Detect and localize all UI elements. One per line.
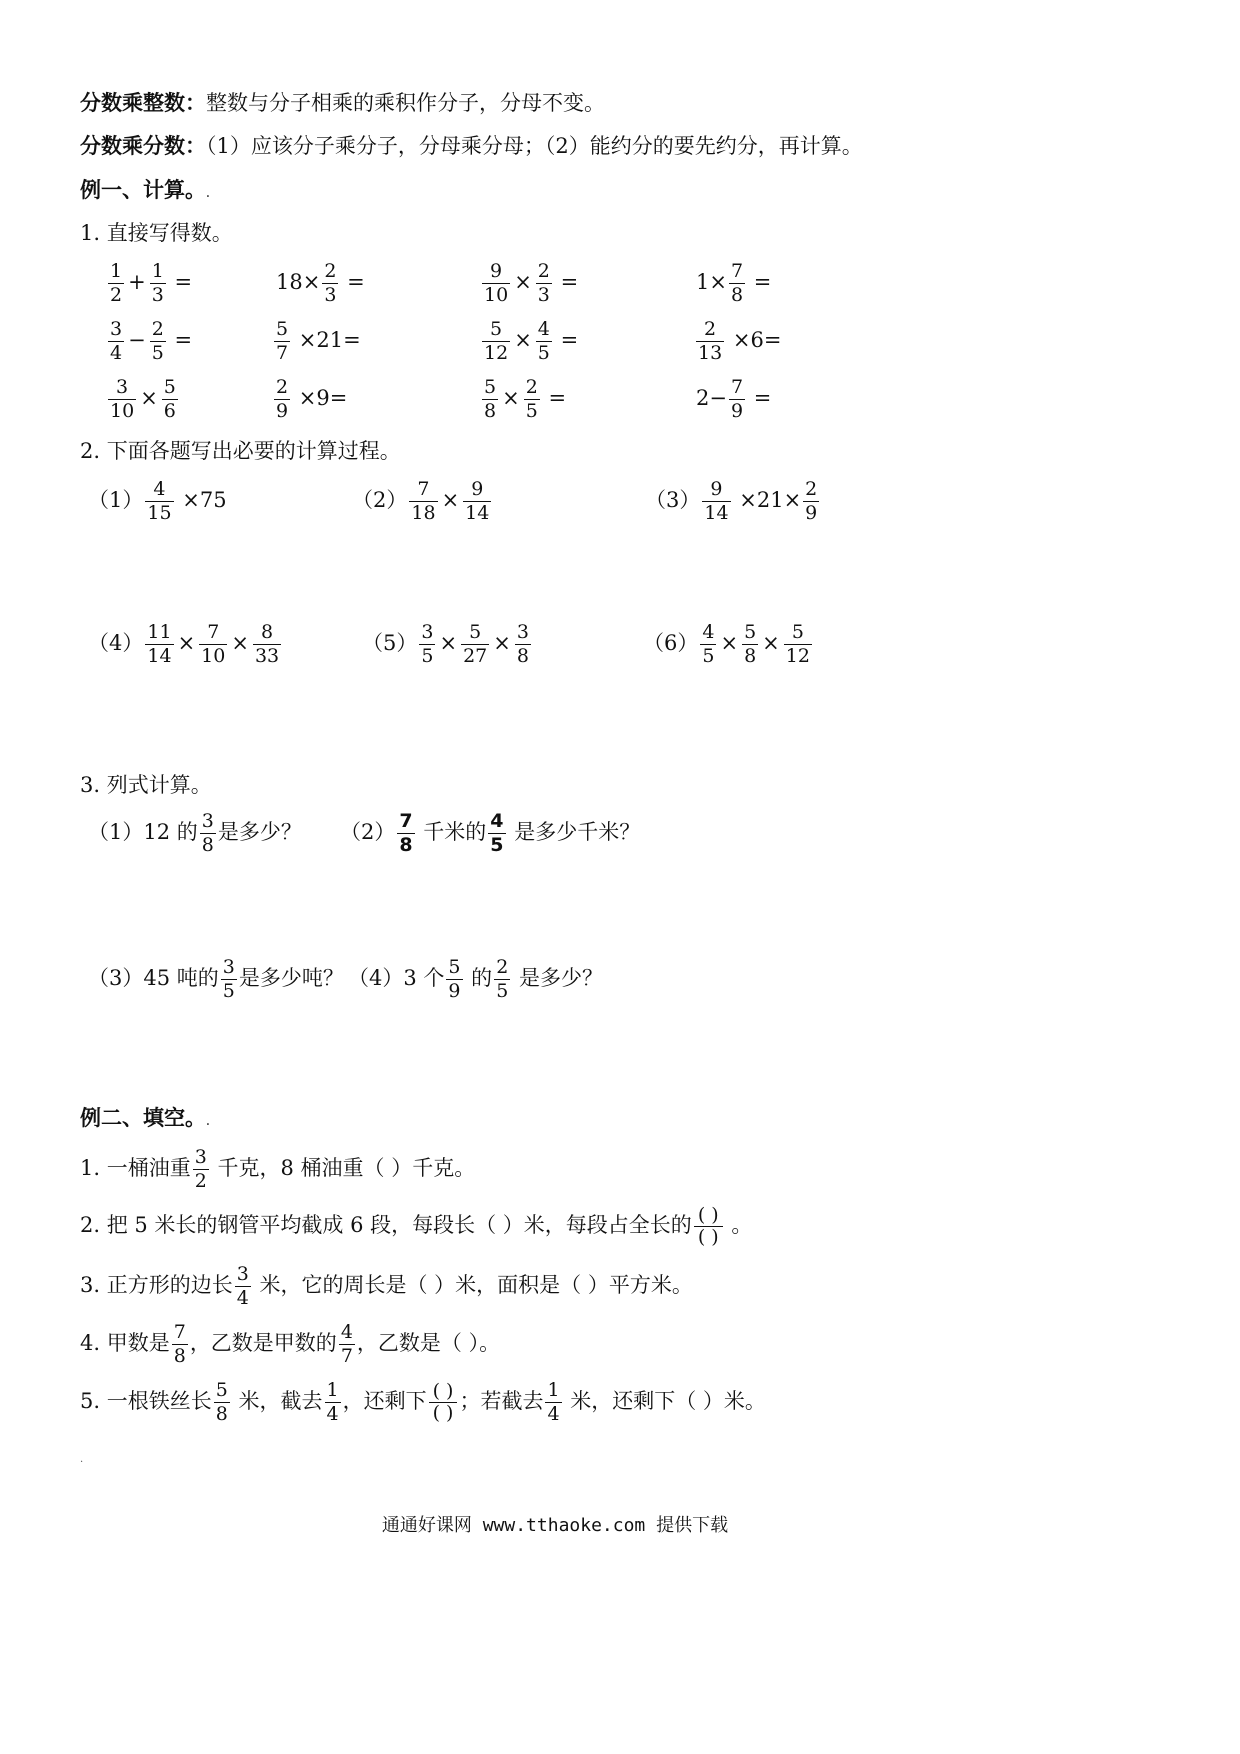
fraction bbox=[325, 1380, 341, 1425]
denominator: 3 bbox=[151, 283, 164, 306]
text-segment: × bbox=[177, 630, 196, 655]
denominator: 5 bbox=[222, 979, 235, 1002]
footer-text: 通通好课网 www.tthaoke.com 提供下载 bbox=[381, 1515, 729, 1536]
q2-problem bbox=[88, 479, 227, 524]
denominator: 7 bbox=[276, 341, 289, 364]
denominator: ( ) bbox=[697, 1225, 719, 1248]
text-segment: + bbox=[128, 269, 146, 294]
q2-problem bbox=[88, 622, 283, 667]
numerator: 7 bbox=[409, 479, 437, 502]
fraction bbox=[419, 622, 435, 667]
denominator: 33 bbox=[254, 644, 280, 667]
text-segment: 1× bbox=[696, 269, 727, 294]
numerator: 7 bbox=[730, 260, 744, 282]
text-segment: ，乙数是（ ）。 bbox=[356, 1330, 501, 1355]
denominator: 9 bbox=[730, 399, 744, 422]
text-segment: 例二、填空。 bbox=[80, 1106, 206, 1130]
numerator: 2 bbox=[151, 318, 164, 340]
text-segment: ；若截去 bbox=[459, 1388, 544, 1413]
fraction bbox=[274, 377, 290, 422]
numerator: 3 bbox=[108, 377, 136, 400]
denominator: 14 bbox=[465, 501, 490, 524]
q1-item bbox=[106, 261, 192, 306]
q3-title: 3. 列式计算。 bbox=[80, 773, 212, 797]
numerator: 9 bbox=[482, 261, 510, 284]
denominator: 5 bbox=[421, 644, 434, 667]
denominator: 3 bbox=[537, 283, 550, 306]
text-segment: ×9= bbox=[298, 385, 348, 410]
denominator: 8 bbox=[516, 644, 529, 667]
denominator: 10 bbox=[201, 644, 226, 667]
numerator: 2 bbox=[496, 956, 509, 978]
text-segment: （4）3 个 bbox=[348, 965, 445, 990]
fraction bbox=[172, 1322, 188, 1367]
denominator: 4 bbox=[110, 341, 123, 364]
fraction bbox=[536, 319, 552, 364]
q2-problem bbox=[645, 479, 821, 524]
stray-mark: . bbox=[80, 1454, 84, 1465]
fraction bbox=[545, 1380, 561, 1425]
rule-frac-title: 分数乘分数： bbox=[80, 134, 206, 158]
numerator: 3 bbox=[421, 621, 434, 643]
text-segment: = bbox=[174, 269, 193, 294]
fraction bbox=[221, 957, 237, 1002]
numerator: 7 bbox=[399, 810, 413, 832]
denominator: 27 bbox=[463, 644, 488, 667]
q1-title: 1. 直接写得数。 bbox=[80, 221, 233, 245]
numerator: 5 bbox=[215, 1379, 228, 1401]
text-segment: = bbox=[560, 269, 579, 294]
q2-problem bbox=[643, 622, 814, 667]
text-segment: （1）12 的 bbox=[88, 819, 198, 844]
text-segment: 1. 一桶油重 bbox=[80, 1155, 191, 1180]
text-segment: ×6= bbox=[732, 327, 782, 352]
fraction bbox=[409, 479, 437, 524]
text-segment: = bbox=[548, 385, 567, 410]
text-segment: ，乙数是甲数的 bbox=[189, 1330, 337, 1355]
q1-item bbox=[276, 261, 365, 306]
denominator: 8 bbox=[744, 644, 757, 667]
text-segment: = bbox=[560, 327, 579, 352]
numerator: 5 bbox=[744, 621, 757, 643]
denominator: 13 bbox=[698, 341, 723, 364]
text-segment: . bbox=[206, 1117, 210, 1128]
denominator: 5 bbox=[525, 399, 538, 422]
denominator: 12 bbox=[484, 341, 509, 364]
q1-item bbox=[272, 377, 347, 422]
numerator: 9 bbox=[702, 479, 730, 502]
q1-item bbox=[480, 319, 578, 364]
text-segment: 18× bbox=[276, 269, 321, 294]
numerator: ( ) bbox=[694, 1205, 723, 1227]
fraction bbox=[729, 261, 745, 306]
numerator: 4 bbox=[145, 479, 173, 502]
fraction bbox=[702, 479, 730, 524]
text-segment: （2） bbox=[340, 819, 396, 844]
numerator: 5 bbox=[461, 622, 489, 645]
fraction bbox=[694, 1205, 723, 1248]
fraction bbox=[446, 957, 462, 1002]
fraction bbox=[145, 479, 173, 524]
numerator: 3 bbox=[236, 1263, 249, 1285]
numerator: 7 bbox=[199, 622, 227, 645]
denominator: 8 bbox=[730, 283, 744, 306]
fraction bbox=[784, 622, 812, 667]
numerator: 2 bbox=[525, 376, 538, 398]
numerator: 3 bbox=[222, 956, 235, 978]
denominator: 5 bbox=[490, 833, 504, 856]
numerator: 3 bbox=[516, 621, 529, 643]
text-segment: 2− bbox=[696, 385, 727, 410]
numerator: 5 bbox=[448, 956, 461, 978]
fraction bbox=[482, 377, 498, 422]
denominator: 8 bbox=[201, 833, 214, 856]
text-segment: 米，截去 bbox=[231, 1388, 323, 1413]
fraction bbox=[214, 1380, 230, 1425]
text-segment: 。 bbox=[724, 1212, 753, 1237]
numerator: 4 bbox=[702, 621, 715, 643]
q2-title: 2. 下面各题写出必要的计算过程。 bbox=[80, 439, 401, 463]
fraction bbox=[742, 622, 758, 667]
text-segment: （5） bbox=[362, 630, 418, 655]
numerator: 4 bbox=[490, 810, 504, 832]
numerator: 5 bbox=[276, 318, 289, 340]
text-segment: 是多少？ bbox=[217, 819, 302, 844]
numerator: 2 bbox=[324, 260, 337, 282]
denominator: 10 bbox=[484, 283, 509, 306]
denominator: 7 bbox=[340, 1344, 353, 1367]
denominator: 6 bbox=[163, 399, 176, 422]
text-segment: × bbox=[514, 327, 532, 352]
fraction bbox=[729, 377, 745, 422]
numerator: 3 bbox=[201, 810, 214, 832]
example1-title bbox=[80, 180, 210, 201]
denominator: 3 bbox=[324, 283, 337, 306]
text-segment: × bbox=[441, 487, 460, 512]
text-segment: = bbox=[347, 269, 365, 294]
rule-int-title: 分数乘整数： bbox=[80, 91, 206, 115]
denominator: 4 bbox=[326, 1402, 339, 1425]
q3-problem bbox=[88, 811, 302, 856]
denominator: 9 bbox=[448, 979, 461, 1002]
text-segment: （6） bbox=[643, 630, 699, 655]
fraction bbox=[235, 1264, 251, 1309]
fraction bbox=[488, 811, 505, 856]
denominator: 14 bbox=[704, 501, 729, 524]
fraction bbox=[494, 957, 510, 1002]
example2-title bbox=[80, 1108, 210, 1129]
denominator: 8 bbox=[399, 833, 413, 856]
fraction bbox=[200, 811, 216, 856]
fraction bbox=[322, 261, 338, 306]
fraction bbox=[515, 622, 531, 667]
text-segment: （1） bbox=[88, 487, 144, 512]
text-segment: （2） bbox=[352, 487, 408, 512]
numerator: 2 bbox=[276, 376, 289, 398]
denominator: 4 bbox=[236, 1286, 249, 1309]
q1-item bbox=[106, 319, 192, 364]
q2-problem bbox=[362, 622, 533, 667]
fraction bbox=[193, 1147, 209, 1192]
q1-item bbox=[694, 319, 781, 364]
q3-problem bbox=[340, 811, 640, 856]
denominator: 5 bbox=[702, 644, 715, 667]
q1-item bbox=[696, 261, 771, 306]
rule-frac bbox=[80, 136, 863, 157]
text-segment: 是多少千米？ bbox=[507, 819, 641, 844]
rule-int bbox=[80, 93, 605, 114]
fraction bbox=[524, 377, 540, 422]
denominator: 9 bbox=[276, 399, 289, 422]
numerator: 5 bbox=[482, 319, 510, 342]
numerator: 2 bbox=[696, 319, 724, 342]
text-segment: 的 bbox=[464, 965, 493, 990]
denominator: 2 bbox=[110, 283, 123, 306]
text-segment: ×75 bbox=[182, 487, 227, 512]
denominator: 10 bbox=[110, 399, 135, 422]
fill-item bbox=[80, 1147, 475, 1192]
denominator: 2 bbox=[194, 1169, 207, 1192]
fraction bbox=[482, 319, 510, 364]
numerator: 3 bbox=[110, 318, 123, 340]
denominator: 5 bbox=[151, 341, 164, 364]
text-segment: × bbox=[762, 630, 780, 655]
numerator: 1 bbox=[110, 260, 123, 282]
text-segment: 4. 甲数是 bbox=[80, 1330, 170, 1355]
text-segment: . bbox=[206, 189, 210, 200]
denominator: 4 bbox=[547, 1402, 560, 1425]
numerator: 5 bbox=[784, 622, 812, 645]
denominator: 5 bbox=[496, 979, 509, 1002]
denominator: 8 bbox=[173, 1344, 186, 1367]
fraction bbox=[150, 261, 166, 306]
q3-problem bbox=[348, 957, 603, 1002]
numerator: 5 bbox=[484, 376, 497, 398]
denominator: 5 bbox=[537, 341, 550, 364]
fraction bbox=[108, 261, 124, 306]
q1-item bbox=[106, 377, 180, 422]
fill-item bbox=[80, 1380, 766, 1425]
rule-int-text: 整数与分子相乘的乘积作分子，分母不变。 bbox=[206, 91, 605, 115]
text-segment: × bbox=[493, 630, 511, 655]
q1-item bbox=[480, 377, 566, 422]
denominator: 9 bbox=[805, 501, 818, 524]
fraction bbox=[274, 319, 290, 364]
fraction bbox=[199, 622, 227, 667]
q1-item bbox=[272, 319, 361, 364]
fraction bbox=[150, 319, 166, 364]
rule-frac-text: （1）应该分子乘分子，分母乘分母；（2）能约分的要先约分，再计算。 bbox=[206, 134, 863, 158]
fraction bbox=[696, 319, 724, 364]
numerator: 5 bbox=[163, 376, 176, 398]
text-segment: = bbox=[174, 327, 193, 352]
fraction bbox=[482, 261, 510, 306]
text-segment: − bbox=[128, 327, 146, 352]
denominator: 8 bbox=[215, 1402, 228, 1425]
text-segment: = bbox=[753, 385, 772, 410]
text-segment: = bbox=[753, 269, 772, 294]
text-segment: （4） bbox=[88, 630, 144, 655]
fraction bbox=[803, 479, 819, 524]
numerator: 2 bbox=[537, 260, 550, 282]
text-segment: 是多少？ bbox=[512, 965, 603, 990]
text-segment: ×21= bbox=[298, 327, 361, 352]
text-segment: 千克，8 桶油重（ ）千克。 bbox=[210, 1155, 476, 1180]
q1-item bbox=[696, 377, 771, 422]
q2-problem bbox=[352, 479, 493, 524]
numerator: 1 bbox=[151, 260, 164, 282]
fraction bbox=[253, 622, 281, 667]
text-segment: × bbox=[439, 630, 458, 655]
numerator: 7 bbox=[173, 1321, 186, 1343]
fraction bbox=[339, 1322, 355, 1367]
fraction bbox=[461, 622, 489, 667]
numerator: 1 bbox=[547, 1379, 560, 1401]
text-segment: （3）45 吨的 bbox=[88, 965, 219, 990]
denominator: 15 bbox=[147, 501, 172, 524]
text-segment: 是多少吨？ bbox=[238, 965, 344, 990]
text-segment: 5. 一根铁丝长 bbox=[80, 1388, 212, 1413]
text-segment: × bbox=[502, 385, 520, 410]
numerator: 3 bbox=[194, 1146, 207, 1168]
fraction bbox=[108, 319, 124, 364]
fraction bbox=[536, 261, 552, 306]
fraction bbox=[108, 377, 136, 422]
text-segment: × bbox=[140, 385, 158, 410]
text-segment: × bbox=[231, 630, 249, 655]
text-segment: 3. 正方形的边长 bbox=[80, 1272, 233, 1297]
fraction bbox=[162, 377, 178, 422]
numerator: 11 bbox=[147, 621, 172, 643]
numerator: 9 bbox=[463, 479, 491, 502]
numerator: 4 bbox=[340, 1321, 353, 1343]
fill-item bbox=[80, 1264, 693, 1309]
denominator: 18 bbox=[411, 501, 436, 524]
denominator: 8 bbox=[484, 399, 497, 422]
fill-item bbox=[80, 1322, 500, 1367]
text-segment: × bbox=[720, 630, 739, 655]
text-segment: ，还剩下 bbox=[342, 1388, 427, 1413]
text-segment: × bbox=[514, 269, 532, 294]
denominator: ( ) bbox=[432, 1401, 454, 1424]
numerator: 8 bbox=[253, 622, 281, 645]
denominator: 12 bbox=[785, 644, 810, 667]
fraction bbox=[429, 1381, 458, 1424]
fraction bbox=[700, 622, 716, 667]
numerator: ( ) bbox=[429, 1381, 458, 1403]
text-segment: ×21× bbox=[739, 487, 802, 512]
numerator: 7 bbox=[730, 376, 744, 398]
fraction bbox=[397, 811, 414, 856]
numerator: 2 bbox=[805, 478, 818, 500]
fraction bbox=[145, 622, 173, 667]
denominator: 14 bbox=[147, 644, 172, 667]
q1-item bbox=[480, 261, 578, 306]
text-segment: 千米的 bbox=[416, 819, 487, 844]
fraction bbox=[463, 479, 491, 524]
fill-item bbox=[80, 1205, 752, 1248]
text-segment: 米，它的周长是（ ）米，面积是（ ）平方米。 bbox=[252, 1272, 693, 1297]
numerator: 4 bbox=[537, 318, 550, 340]
text-segment: （3） bbox=[645, 487, 701, 512]
text-segment: 例一、计算。 bbox=[80, 178, 206, 202]
q3-problem bbox=[88, 957, 344, 1002]
numerator: 1 bbox=[326, 1379, 339, 1401]
text-segment: 2. 把 5 米长的钢管平均截成 6 段，每段长（ ）米，每段占全长的 bbox=[80, 1212, 692, 1237]
text-segment: 米，还剩下（ ）米。 bbox=[563, 1388, 766, 1413]
